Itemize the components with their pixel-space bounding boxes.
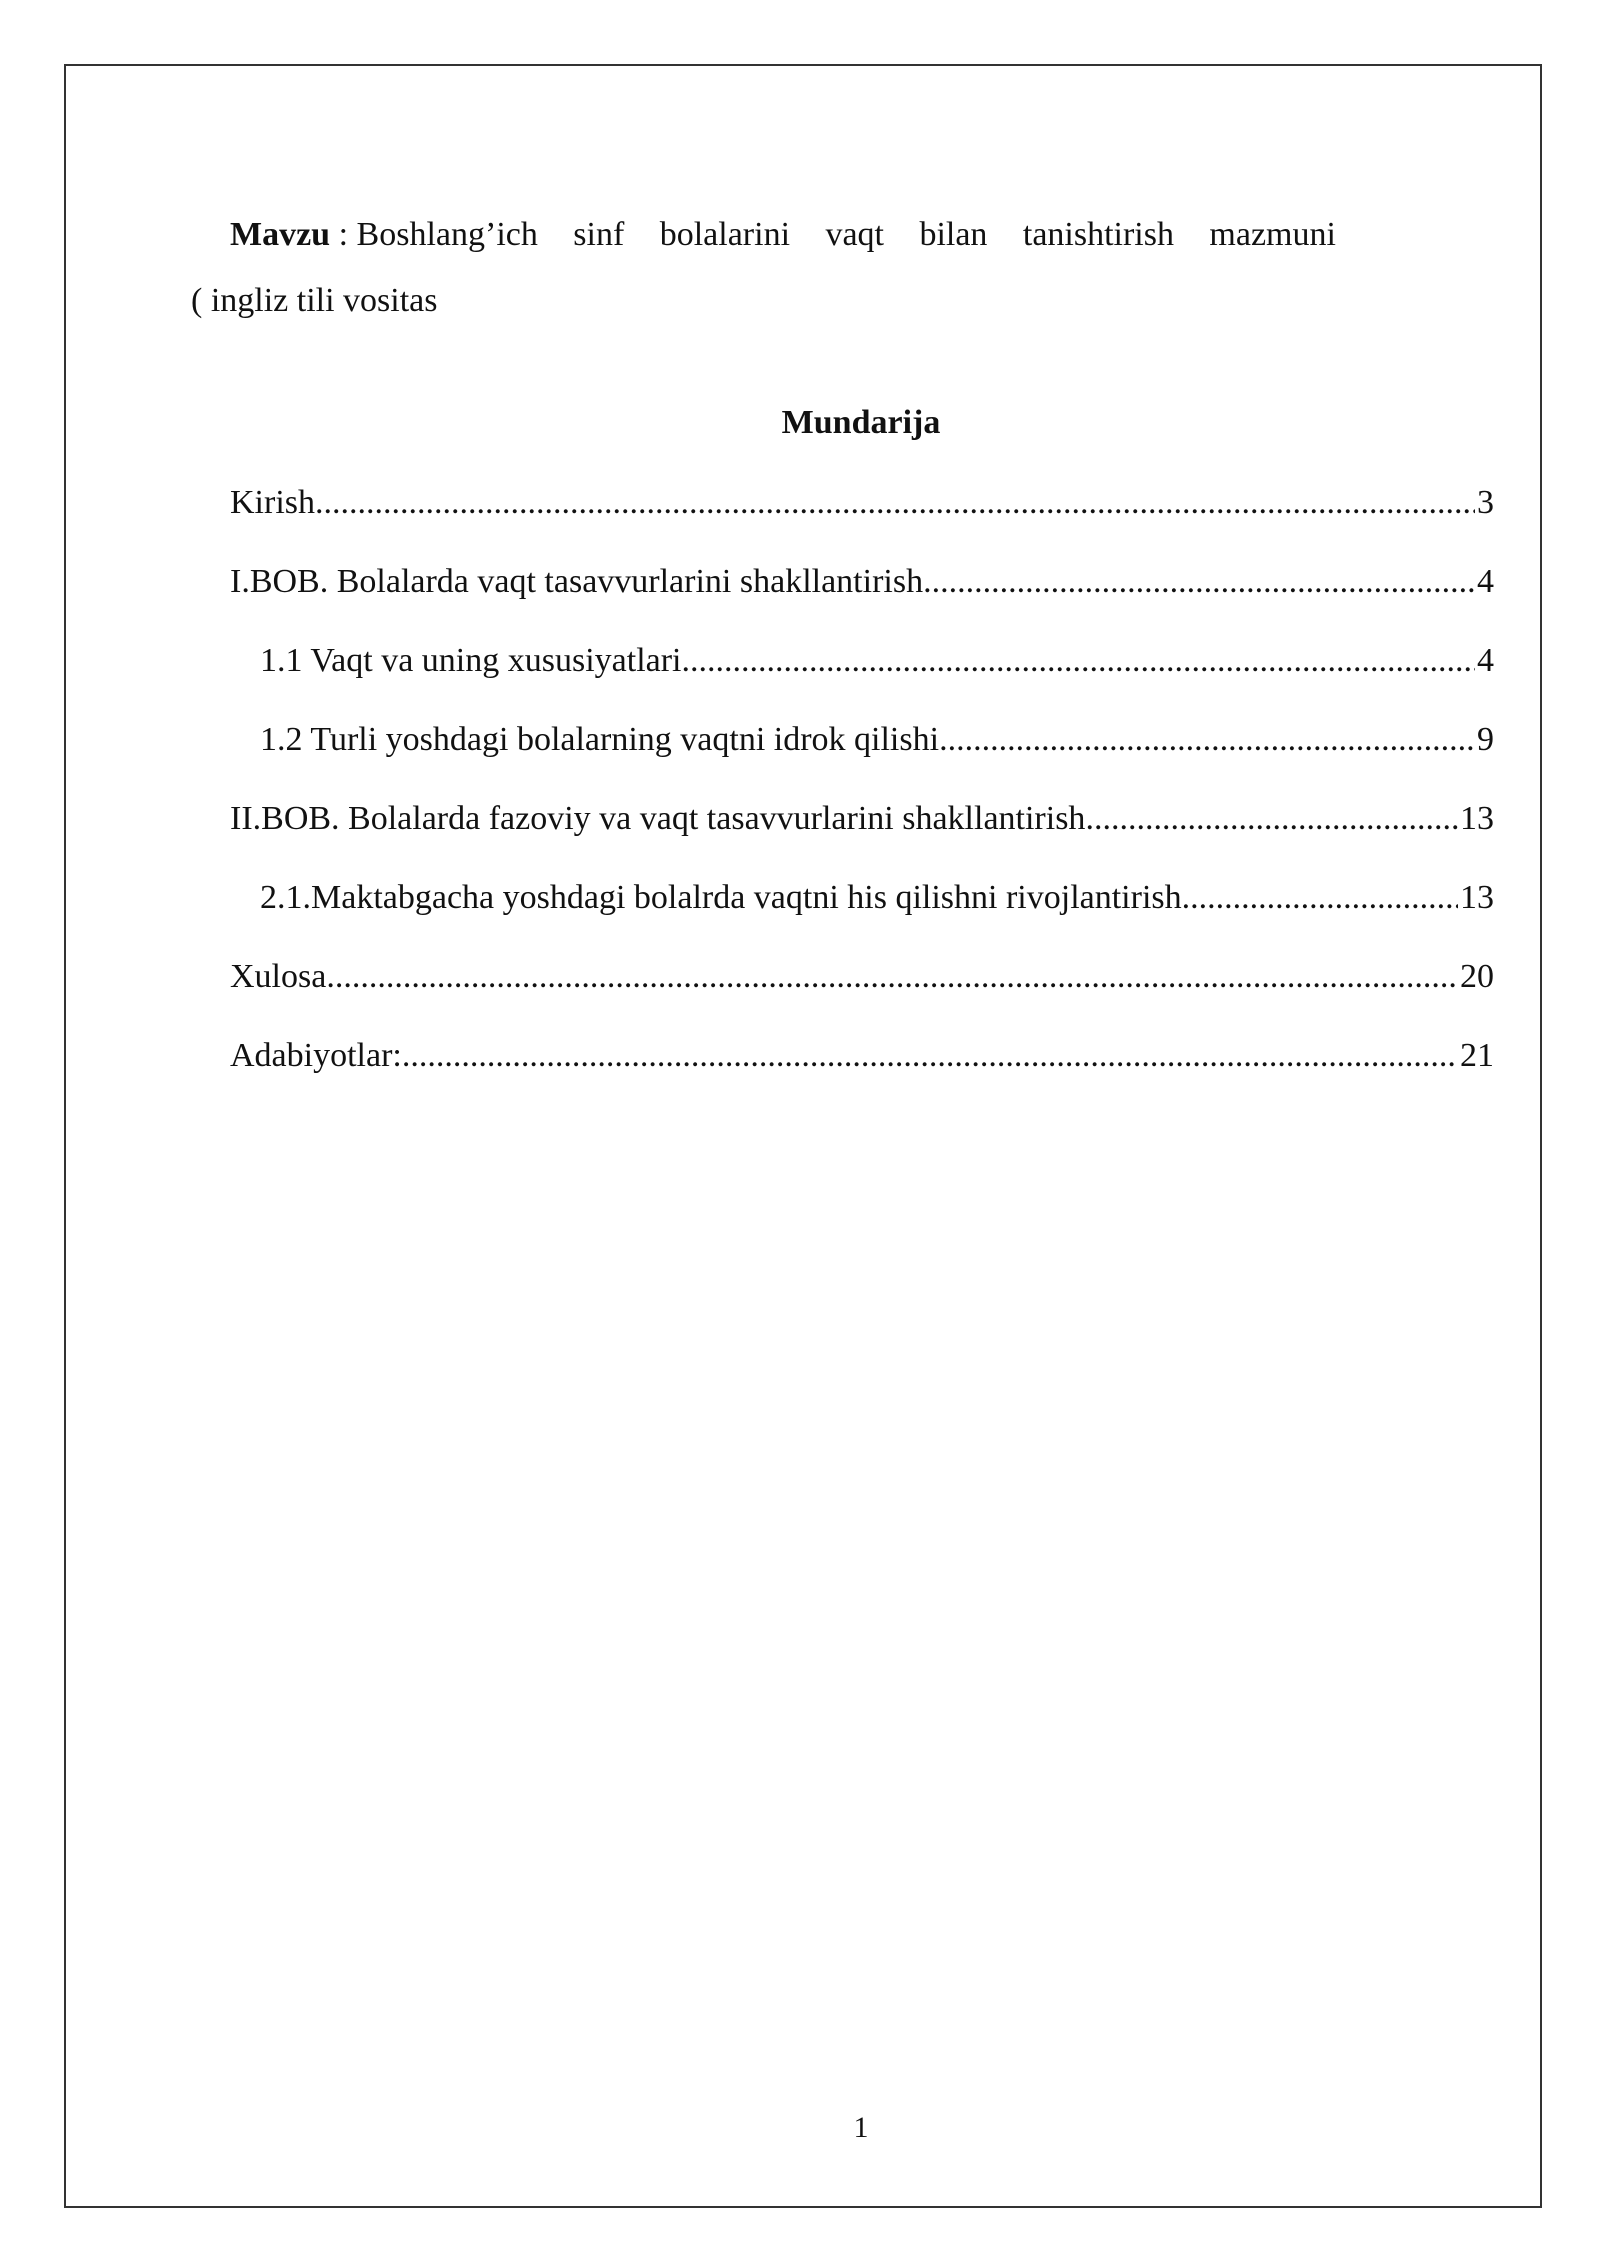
topic-word: mazmuni [1209,216,1336,253]
toc-dot-leader [939,715,1475,765]
toc-dot-leader [315,478,1475,528]
topic-word: tanishtirish [1022,216,1174,253]
toc-dot-leader [402,1031,1458,1081]
topic-word: sinf [573,216,625,253]
toc-entry-page: 21 [1460,1037,1494,1074]
toc-entry-page: 20 [1460,958,1494,995]
toc-entry-label: Kirish [230,484,315,521]
topic-label: Mavzu [230,216,331,253]
toc-entry[interactable] [230,873,1494,952]
toc-entry-page: 13 [1460,879,1494,916]
toc-dot-leader [1085,794,1458,844]
toc-entry-label: I.BOB. Bolalarda vaqt tasavvurlarini shakllantirish [230,563,924,600]
toc-entry-label: Xulosa [230,958,327,995]
toc-entry-label: Adabiyotlar: [230,1037,402,1074]
toc-dot-leader [326,952,1458,1002]
toc-title: Mundarija [781,404,941,441]
toc-entry-page: 4 [1477,563,1494,600]
toc-dot-leader [682,636,1476,686]
toc-entry-page: 4 [1477,642,1494,679]
toc-entry[interactable] [230,478,1494,557]
toc-dot-leader [1182,873,1458,923]
topic-line-1 [191,202,1336,268]
toc-entry[interactable] [230,636,1494,715]
topic-word: Boshlang’ich [356,216,538,253]
topic-line-2: ( ingliz tili vositas [191,282,438,319]
toc-entry[interactable] [230,557,1494,636]
toc-entry-label: 2.1.Maktabgacha yoshdagi bolalrda vaqtni his qilishni rivojlantirish [260,879,1182,916]
topic-word: bilan [919,216,988,253]
topic-block [191,202,1336,334]
toc-entry-label: 1.2 Turli yoshdagi bolalarning vaqtni idrok qilishi [260,721,940,758]
toc-entry[interactable] [230,952,1494,1031]
toc-entry[interactable] [230,715,1494,794]
toc-dot-leader [923,557,1475,607]
toc-entry-label: 1.1 Vaqt va uning xususiyatlari [260,642,682,679]
toc-entry[interactable] [230,794,1494,873]
topic-word: bolalarini [659,216,791,253]
page-border [64,64,1542,2208]
table-of-contents [230,478,1494,1110]
topic-word: vaqt [825,216,885,253]
toc-entry-page: 3 [1477,484,1494,521]
toc-entry-label: II.BOB. Bolalarda fazoviy va vaqt tasavvurlarini shakllantirish [230,800,1086,837]
toc-entry[interactable] [230,1031,1494,1110]
toc-entry-page: 9 [1477,721,1494,758]
toc-entry-page: 13 [1460,800,1494,837]
topic-separator: : [330,216,357,253]
page-number: 1 [853,2111,869,2144]
